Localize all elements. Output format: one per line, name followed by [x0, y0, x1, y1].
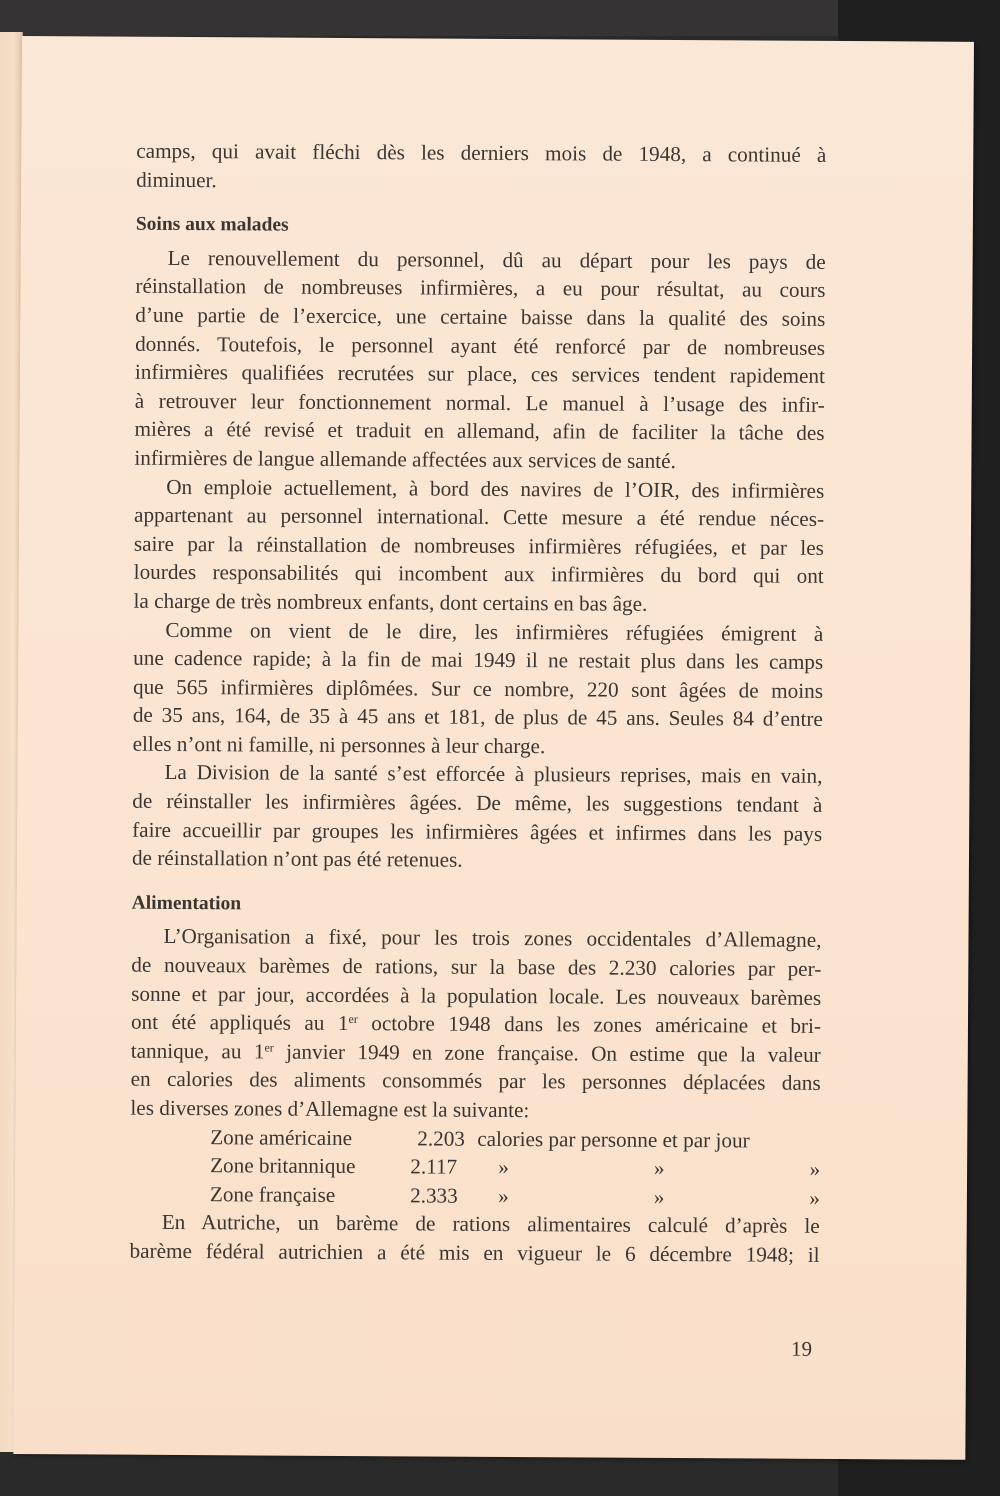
- ditto-mark: »: [809, 1185, 820, 1210]
- paragraph-continuation: [136, 137, 826, 198]
- text-line: On emploie actuellement, à bord des navires de l’OIR, des infirmières: [166, 474, 825, 503]
- text-line: de réinstaller les infirmières âgées. De même, les suggestions tendant à: [132, 788, 823, 817]
- paragraph-alimentation: [130, 922, 821, 1126]
- zone-name: Zone américaine: [210, 1124, 353, 1150]
- table-row: [210, 1123, 820, 1155]
- text-line: saire par la réinstallation de nombreuses infirmières réfugiées, et par les: [133, 531, 824, 560]
- ditto-mark: »: [653, 1184, 665, 1209]
- superscript: er: [348, 1012, 358, 1027]
- text-line: Comme on vient de le dire, les infirmières réfugiées émigrent à: [165, 617, 824, 646]
- superscript: er: [264, 1040, 274, 1055]
- text-line: réinstallation de nombreuses infirmières, a eu pour résultat, au cours: [135, 274, 826, 303]
- ditto-marks: [468, 1182, 820, 1213]
- zone-name: Zone française: [209, 1181, 336, 1207]
- calorie-value: 2.117: [410, 1154, 458, 1179]
- text-line: faire accueillir par groupes les infirmières âgées et infirmes dans les pays: [132, 817, 823, 846]
- text-line: les diverses zones d’Allemagne est la suivante:: [130, 1095, 530, 1123]
- table-row: [210, 1151, 820, 1183]
- text-line: d’une partie de l’exercice, une certaine baisse dans la qualité des soins: [135, 302, 826, 331]
- ditto-mark: »: [498, 1155, 509, 1180]
- text-line: de 35 ans, 164, de 35 à 45 ans et 181, de plus de 45 ans. Seules 84 d’entre: [132, 702, 823, 732]
- text-line: En Autriche, un barème de rations alimentaires calculé d’après le: [161, 1210, 820, 1239]
- text-line: camps, qui avait fléchi dès les derniers mois de 1948, a continué à: [136, 138, 827, 167]
- zone-name: Zone britannique: [210, 1153, 356, 1179]
- page-number: 19: [790, 1336, 813, 1361]
- ditto-mark: »: [498, 1183, 509, 1208]
- text-segment: janvier 1949 en zone française. On estime que la valeur: [273, 1039, 821, 1067]
- text-line: sonne et par jour, accordées à la population locale. Les nouveaux barèmes: [131, 981, 822, 1010]
- text-line: infirmières de langue allemande affectées aux services de santé.: [134, 445, 676, 473]
- text-line: L’Organisation a fixé, pour les trois zones occidentales d’Allemagne,: [163, 924, 822, 953]
- text-line: que 565 infirmières diplômées. Sur ce nombre, 220 sont âgées de moins: [132, 674, 824, 703]
- calorie-table: [210, 1123, 821, 1213]
- paragraph-navires: [133, 472, 824, 619]
- text-line: [131, 1008, 821, 1041]
- ditto-mark: »: [653, 1156, 665, 1181]
- text-line: diminuer.: [136, 167, 217, 192]
- scan-background-top: [0, 0, 838, 36]
- text-line: en calories des aliments consommés par les personnes déplacées dans: [130, 1067, 821, 1096]
- paragraph-renouvellement: [134, 243, 825, 476]
- text-line: appartenant au personnel international. Cette mesure a été rendue néces-: [134, 502, 825, 532]
- paragraph-autriche: [129, 1208, 819, 1269]
- calorie-unit: calories par personne et par jour: [477, 1126, 750, 1153]
- text-line: [131, 1036, 821, 1069]
- ditto-marks: [468, 1153, 820, 1184]
- text-line: à retrouver leur fonctionnement normal. Le manuel à l’usage des infir-: [134, 388, 825, 417]
- text-line: mières a été revisé et traduit en allemand, afin de faciliter la tâche des: [134, 417, 825, 446]
- text-line: donnés. Toutefois, le personnel ayant été renforcé par de nombreuses: [135, 331, 826, 360]
- ditto-mark: »: [809, 1157, 821, 1182]
- paragraph-emigration: [133, 615, 824, 762]
- text-segment: tannique, au 1: [130, 1038, 265, 1064]
- text-line: de réinstallation n’ont pas été retenues.: [131, 845, 463, 872]
- text-line: Le renouvellement du personnel, dû au départ pour les pays de: [167, 245, 826, 274]
- book-page: [13, 36, 974, 1460]
- text-line: elles n’ont ni famille, ni personnes à leur charge.: [132, 731, 546, 759]
- section-heading-soins: Soins aux malades: [135, 213, 289, 236]
- calorie-value: 2.333: [410, 1183, 458, 1208]
- page-body: [129, 137, 826, 1270]
- text-segment: octobre 1948 dans les zones américaine et bri-: [357, 1011, 822, 1039]
- text-line: de nouveaux barèmes de rations, sur la base des 2.230 calories par per-: [131, 952, 822, 981]
- paragraph-division-sante: [132, 758, 823, 877]
- text-segment: ont été appliqués au 1: [130, 1009, 349, 1036]
- calorie-value: 2.203: [417, 1126, 466, 1151]
- text-line: barème fédéral autrichien a été mis en vigueur le 6 décembre 1948; il: [129, 1238, 820, 1267]
- section-heading-alimentation: Alimentation: [131, 892, 242, 915]
- text-line: La Division de la santé s’est efforcée à plusieurs reprises, mais en vain,: [164, 760, 823, 789]
- text-line: lourdes responsabilités qui incombent aux infirmières du bord qui ont: [133, 560, 824, 589]
- text-line: la charge de très nombreux enfants, dont certains en bas âge.: [133, 588, 648, 616]
- table-row: [210, 1180, 820, 1212]
- text-line: une cadence rapide; à la fin de mai 1949 il ne restait plus dans les camps: [133, 645, 824, 674]
- text-line: infirmières qualifiées recrutées sur place, ces services tendent rapidement: [134, 359, 826, 389]
